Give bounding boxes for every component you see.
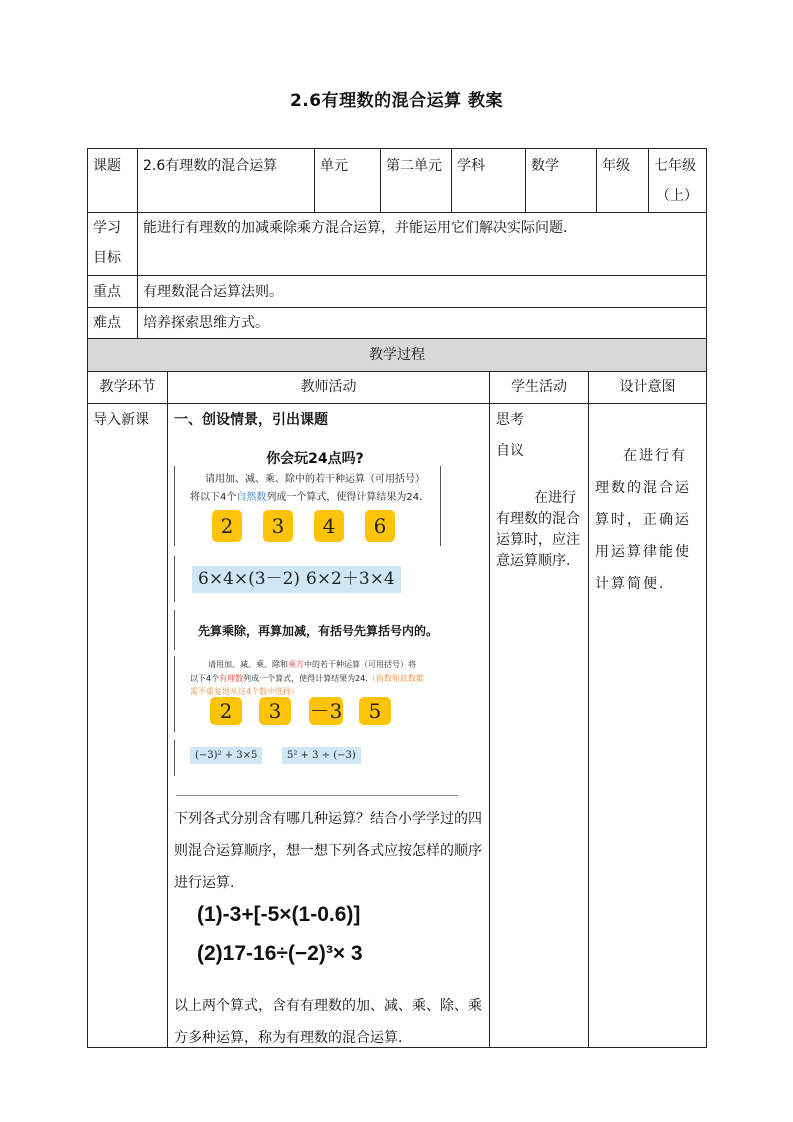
student-note: 在进行有理数的混合运算时，应注意运算顺序. xyxy=(496,490,580,569)
slide1-line1: 请用加、减、乘、除中的若干种运算（可用括号） xyxy=(205,474,425,485)
question-paragraph: 下列各式分别含有哪几种运算？结合小学学过的四则混合运算顺序，想一想下列各式应按怎样的顺序进行运算. xyxy=(174,811,482,891)
label-goals-b: 目标 xyxy=(93,250,121,266)
intent-text: 在进行有理数的混合运算时，正确运用运算律能使计算简便. xyxy=(595,448,691,592)
col-teacher: 教师活动 xyxy=(300,379,357,395)
col-intent: 设计意图 xyxy=(619,379,676,395)
expression-1: (1)-3+[-5×(1-0.6)] xyxy=(197,903,361,926)
goals-text: 能进行有理数的加减乘除乘方混合运算，并能运用它们解决实际问题． xyxy=(143,220,577,236)
student-discuss: 自议 xyxy=(496,443,524,459)
label-keypoint: 重点 xyxy=(93,284,121,300)
formula-c: (−3)² + 3×5 xyxy=(190,747,262,764)
grade-value: 七年级 xyxy=(654,158,696,174)
order-rule: 先算乘除，再算加减，有括号先算括号内的。 xyxy=(198,624,439,638)
col-student: 学生活动 xyxy=(511,379,567,395)
number-card: 3 xyxy=(259,697,291,725)
label-unit: 单元 xyxy=(320,158,348,174)
number-card: －3 xyxy=(309,699,343,723)
expression-2: (2)17-16÷(−2)³× 3 xyxy=(197,942,363,965)
keypoint-text: 有理数混合运算法则。 xyxy=(143,284,283,300)
slide-title: 你会玩24点吗? xyxy=(266,451,364,467)
section-heading: 一、创设情景，引出课题 xyxy=(174,412,328,428)
number-card: 4 xyxy=(314,510,344,542)
label-goals-a: 学习 xyxy=(93,220,121,236)
number-card: 3 xyxy=(263,510,293,542)
process-title: 教学过程 xyxy=(369,347,425,363)
number-card: 5 xyxy=(359,697,391,725)
grade-term: （上） xyxy=(656,188,698,204)
col-stage: 教学环节 xyxy=(99,379,156,395)
page-title: 2.6有理数的混合运算 教案 xyxy=(289,91,504,111)
number-card: 2 xyxy=(210,697,242,725)
label-subject-title: 课题 xyxy=(93,158,121,174)
number-card: 2 xyxy=(212,510,242,542)
label-grade: 年级 xyxy=(602,158,630,174)
summary-paragraph: 以上两个算式，含有有理数的加、减、乘、除、乘方多种运算，称为有理数的混合运算. xyxy=(174,998,482,1046)
lesson-title-value: 2.6有理数的混合运算 xyxy=(143,158,278,174)
slide1-line2: 将以下4个自然数列成一个算式，使得计算结果为24. xyxy=(190,492,423,503)
formula-b: 6×2＋3×4 xyxy=(300,566,401,593)
student-think: 思考 xyxy=(496,412,524,428)
slide2-line2: 以下4个有理数列成一个算式，使得计算结果为24.（指数和底数都 xyxy=(190,674,424,683)
formula-a: 6×4×(3－2) xyxy=(192,566,306,593)
formula-d: 5² + 3 ÷ (−3) xyxy=(282,747,361,764)
number-card: 6 xyxy=(365,510,395,542)
stage-name: 导入新课 xyxy=(93,412,149,428)
label-discipline: 学科 xyxy=(457,158,485,174)
difficulty-text: 培养探索思维方式。 xyxy=(143,315,269,331)
slide2-line3: 需不重复地从这4个数中选择） xyxy=(190,687,300,696)
unit-value: 第二单元 xyxy=(386,158,442,174)
label-difficulty: 难点 xyxy=(93,315,121,331)
discipline-value: 数学 xyxy=(531,158,559,174)
slide2-line1: 请用加、减、乘、除和乘方中的若干种运算（可用括号）将 xyxy=(208,660,416,669)
